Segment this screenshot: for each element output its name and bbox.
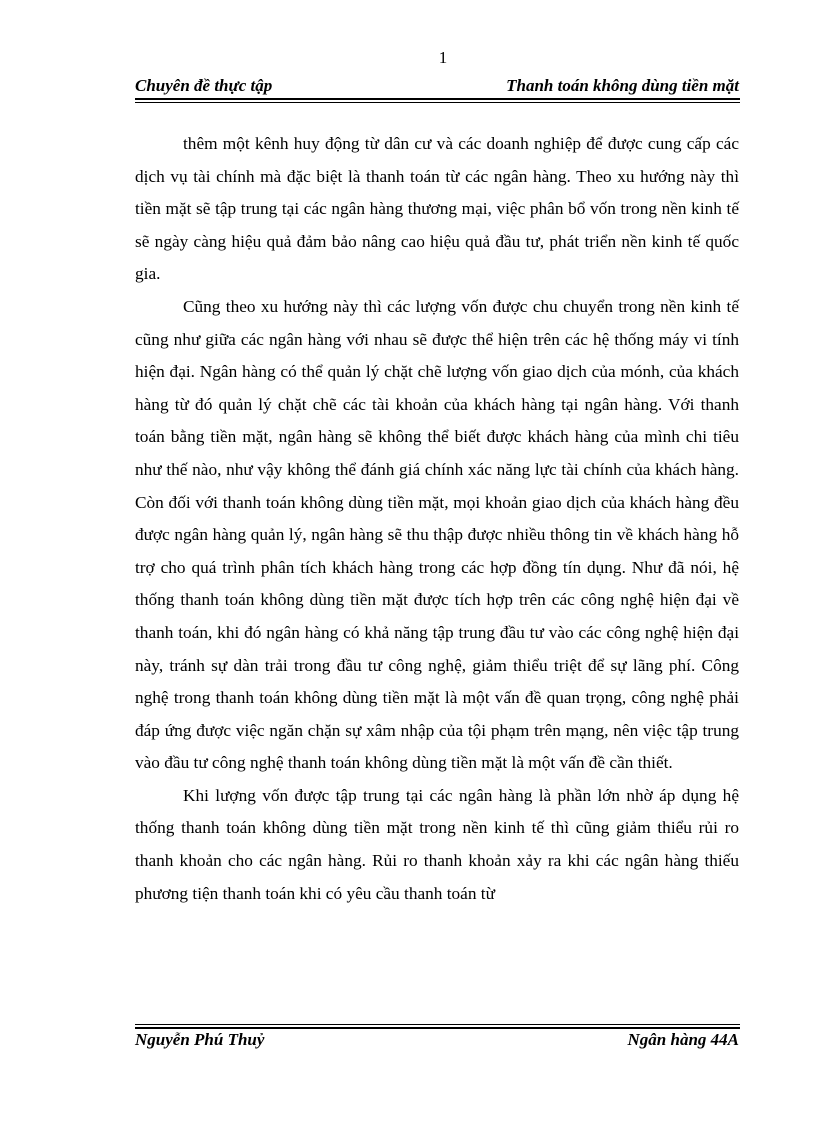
footer-divider (135, 1024, 740, 1029)
paragraph-1: thêm một kênh huy động từ dân cư và các doanh nghiệp để được cung cấp các dịch vụ tài chính mà đặc biệt là thanh toán từ các ngân hàng. Theo xu hướng này thì tiền mặt sẽ tập trung tại các ngân hàng thương mại, việc phân bổ vốn trong nền kinh tế sẽ ngày càng hiệu quả đảm bảo nâng cao hiệu quả đầu tư, phát triển nền kinh tế quốc gia. (135, 134, 739, 284)
footer-class: Ngân hàng 44A (627, 1030, 739, 1049)
paragraph-2: Cũng theo xu hướng này thì các lượng vốn được chu chuyển trong nền kinh tế cũng như giữa các ngân hàng với nhau sẽ được thể hiện trên các hệ thống máy vi tính hiện đại. Ngân hàng có thể quản lý chặt chẽ lượng vốn giao dịch của mónh, của khách hàng từ đó quản lý chặt chẽ các tài khoản của khách hàng tại ngân hàng. Với thanh toán bằng tiền mặt, ngân hàng sẽ không thể biết được khách hàng của mình chi tiêu như thế nào, như vậy không thể đánh giá chính xác năng lực tài chính của khách hàng. Còn đối với thanh toán không dùng tiền mặt, mọi khoản giao dịch của khách hàng đều được ngân hàng quản lý, ngân hàng sẽ thu thập được nhiều thông tin về khách hàng hỗ trợ cho quá trình phân tích khách hàng trong các hợp đồng tín dụng. Như đã nói, hệ thống thanh toán không dùng tiền mặt được tích hợp trên các công nghệ hiện đại về thanh toán, khi đó ngân hàng có khả năng tập trung đầu tư vào các công nghệ hiện đại này, tránh sự dàn trải trong đầu tư công nghệ, giảm thiểu triệt để sự lãng phí. Công nghệ trong thanh toán không dùng tiền mặt là một vấn đề quan trọng, công nghệ phải đáp ứng được việc ngăn chặn sự xâm nhập của tội phạm trên mạng, nên việc tập trung vào đầu tư công nghệ thanh toán không dùng tiền mặt là một vấn đề cần thiết. (135, 296, 739, 773)
header-right-title: Thanh toán không dùng tiền mặt (506, 76, 739, 95)
header-divider (135, 98, 740, 103)
document-body (135, 128, 739, 910)
page-header (135, 72, 739, 96)
page-footer (135, 1030, 739, 1050)
page-number: 1 (438, 48, 448, 67)
paragraph-3: Khi lượng vốn được tập trung tại các ngân hàng là phần lớn nhờ áp dụng hệ thống thanh toán không dùng tiền mặt trong nền kinh tế thì cũng giảm thiểu rủi ro thanh khoản cho các ngân hàng. Rủi ro thanh khoản xảy ra khi các ngân hàng thiếu phương tiện thanh toán khi có yêu cầu thanh toán từ (135, 785, 739, 903)
footer-author: Nguyễn Phú Thuỷ (135, 1030, 265, 1049)
header-left-title: Chuyên đề thực tập (135, 76, 273, 95)
